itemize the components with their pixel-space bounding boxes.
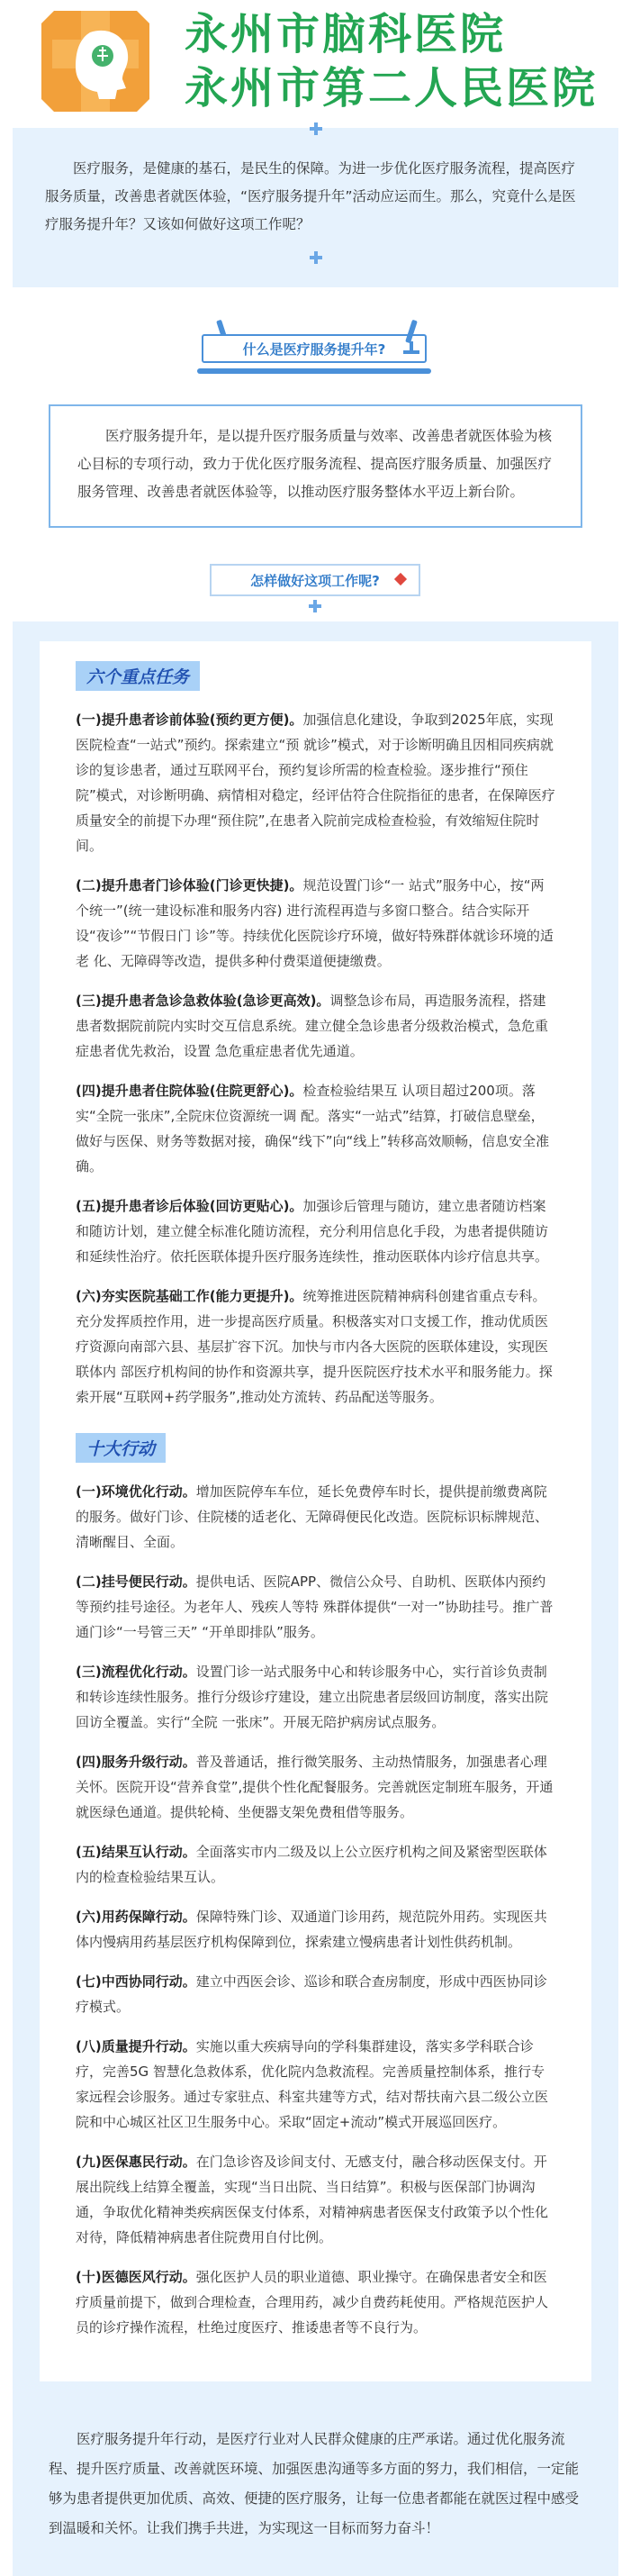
- tasks-item-text: 统筹推进医院精神病科创建省重点专科。充分发挥质控作用，进一步提高医疗质量。积极落实对口支援工作，推动优质医疗资源向南部六县、基层扩容下沉。加快与市内各大医院的医联体建设，实现医联体内 部医疗机构间的协作和资源共享，提升医院医疗技术水平和服务能力。探索开展“互联网+药学服务”,推动处方流转、药品配送等服务。: [76, 1288, 553, 1405]
- tasks-item-title: (二)提升患者门诊体验(门诊更快捷)。: [76, 877, 303, 893]
- actions-item: [76, 2264, 555, 2340]
- tasks-item: [76, 707, 555, 858]
- tasks-list: [76, 707, 555, 1410]
- header: [0, 0, 631, 128]
- section2-title-frame: [210, 564, 420, 596]
- actions-item: [76, 2034, 555, 2135]
- tasks-item-text: 规范设置门诊“一 站式”服务中心，按“两个统一”(统一建设标准和服务内容) 进行流程再造与多窗口整合。结合实际开设“夜诊”“节假日门 诊”等。持续优化医院诊疗环境，做好特殊群体就诊环境的适老 化、无障碍等改造，提供多种付费渠道便捷缴费。: [76, 877, 554, 969]
- actions-item-title: (十)医德医风行动。: [76, 2269, 196, 2285]
- section1-box: [49, 404, 582, 528]
- tasks-heading: 六个重点任务: [76, 661, 200, 691]
- actions-item: [76, 1969, 555, 2019]
- section2-banner: [0, 548, 631, 621]
- actions-item-text: 设置门诊一站式服务中心和转诊服务中心，实行首诊负责制和转诊连续性服务。推行分级诊疗建设，建立出院患者层级回访制度，落实出院回访全覆盖。实行“全院 一张床”。开展无陪护病房试点服务。: [76, 1664, 549, 1730]
- main-panel: [13, 621, 618, 2408]
- hospital-name-secondary: 永州市第二人民医院: [185, 63, 599, 113]
- actions-item-title: (四)服务升级行动。: [76, 1754, 196, 1770]
- actions-item: [76, 1659, 555, 1735]
- closing-panel: [13, 2408, 618, 2576]
- actions-item-title: (一)环境优化行动。: [76, 1483, 196, 1500]
- title-block: [185, 7, 598, 115]
- actions-item: [76, 1479, 555, 1555]
- actions-list: [76, 1479, 555, 2340]
- tasks-item-text: 加强诊后管理与随访，建立患者随访档案和随访计划，建立健全标准化随访流程，充分利用信息化手段，为患者提供随访和延续性治疗。依托医联体提升医疗服务连续性，推动医联体内诊疗信息共享。: [76, 1198, 549, 1265]
- actions-item-text: 提供电话、医院APP、微信公众号、自助机、医联体内预约等预约挂号途径。为老年人、残疾人等特 殊群体提供“一对一”协助挂号。推广普通门诊“一号管三天” “开单即排队”服务。: [76, 1574, 554, 1640]
- actions-heading: 十大行动: [76, 1433, 166, 1463]
- tasks-item-text: 加强信息化建设，争取到2025年底，实现医院检查“一站式”预约。探索建立“预 就诊”模式，对于诊断明确且因相同疾病就诊的复诊患者，通过互联网平台，预约复诊所需的检查检验。逐步推行“预住院”模式，对诊断明确、病情相对稳定，经评估符合住院指征的患者，在保障医疗质量安全的前提下办理“预住院”,在患者入院前完成检查检验，有效缩短住院时间。: [76, 712, 555, 854]
- tasks-item-title: (三)提升患者急诊急救体验(急诊更高效)。: [76, 993, 330, 1009]
- tasks-item-title: (五)提升患者诊后体验(回访更贴心)。: [76, 1198, 303, 1214]
- plus-icon: [310, 122, 322, 135]
- section1-banner: [13, 300, 618, 399]
- actions-item-title: (八)质量提升行动。: [76, 2038, 196, 2054]
- tasks-item: [76, 873, 555, 974]
- actions-item-text: 实施以重大疾病导向的学科集群建设，落实多学科联合诊疗，完善5G 智慧化急救体系，优化院内急救流程。完善质量控制体系，推行专家远程会诊服务。通过专家驻点、科室共建等方式，结对帮扶南六县二级公立医院和中心城区社区卫生服务中心。采取“固定+流动”模式开展巡回医疗。: [76, 2038, 549, 2130]
- closing-paragraph: 医疗服务提升年行动，是医疗行业对人民群众健康的庄严承诺。通过优化服务流程、提升医疗质量、改善就医环境、加强医患沟通等多方面的努力，我们相信，一定能够为患者提供更加优质、高效、便捷的医疗服务，让每一位患者都能在就医过程中感受到温暖和关怀。让我们携手共进，为实现这一目标而努力奋斗！: [49, 2431, 580, 2536]
- tasks-item-title: (四)提升患者住院体验(住院更舒心)。: [76, 1083, 303, 1099]
- actions-item-text: 强化医护人员的职业道德、职业操守。在确保患者安全和医疗质量前提下，做到合理检查，合理用药，减少自费药耗使用。严格规范医护人员的诊疗操作流程，杜绝过度医疗、推诿患者等不良行为。: [76, 2269, 549, 2336]
- actions-item-title: (二)挂号便民行动。: [76, 1574, 196, 1590]
- plus-icon: [310, 251, 322, 264]
- intro-panel: [13, 128, 618, 287]
- tasks-item-title: (六)夯实医院基础工作(能力更提升)。: [76, 1288, 303, 1304]
- tasks-item: [76, 988, 555, 1064]
- section1-title: 什么是医疗服务提升年?: [242, 341, 386, 358]
- actions-item: [76, 1749, 555, 1825]
- actions-item: [76, 1839, 555, 1890]
- actions-item: [76, 1569, 555, 1645]
- tasks-item: [76, 1078, 555, 1179]
- tasks-item: [76, 1193, 555, 1269]
- actions-item-title: (九)医保惠民行动。: [76, 2154, 196, 2170]
- actions-item-title: (三)流程优化行动。: [76, 1664, 196, 1680]
- tasks-item-title: (一)提升患者诊前体验(预约更方便)。: [76, 712, 303, 728]
- actions-item-title: (五)结果互认行动。: [76, 1844, 196, 1860]
- intro-paragraph: 医疗服务，是健康的基石，是民生的保障。为进一步优化医疗服务流程，提高医疗服务质量，改善患者就医体验，“医疗服务提升年”活动应运而生。那么，究竟什么是医疗服务提升年？又该如何做好这项工作呢？: [45, 160, 576, 232]
- section1-title-frame: [202, 334, 427, 363]
- actions-item-text: 全面落实市内二级及以上公立医疗机构之间及紧密型医联体内的检查检验结果互认。: [76, 1844, 547, 1885]
- actions-item: [76, 1904, 555, 1955]
- banner-base-bar: [197, 368, 431, 374]
- main-card: [40, 641, 591, 2381]
- actions-item: [76, 2149, 555, 2250]
- section1-paragraph: 医疗服务提升年，是以提升医疗服务质量与效率、改善患者就医体验为核心目标的专项行动，致力于优化医疗服务流程、提高医疗服务质量、加强医疗服务管理、改善患者就医体验等，以推动医疗服务整体水平迈上新台阶。: [77, 428, 553, 500]
- tasks-item-text: 检查检验结果互 认项目超过200项。落实“全院一张床”,全院床位资源统一调 配。落实“一站式”结算，打破信息壁垒，做好与医保、财务等数据对接，确保“线下”向“线上”转移高效顺畅，信息安全准确。: [76, 1083, 550, 1175]
- hospital-logo-head-icon: [36, 5, 155, 117]
- tasks-item: [76, 1283, 555, 1410]
- actions-item-text: 普及普通话，推行微笑服务、主动热情服务，加强患者心理关怀。医院开设“营养食堂”,提供个性化配餐服务。完善就医定制班车服务，开通就医绿色通道。提供轮椅、坐便器支架免费租借等服务。: [76, 1754, 554, 1820]
- actions-item-title: (六)用药保障行动。: [76, 1909, 196, 1925]
- section2-title: 怎样做好这项工作呢?: [250, 573, 380, 589]
- plus-icon: [309, 600, 321, 612]
- hospital-name-primary: 永州市脑科医院: [185, 9, 507, 59]
- tasks-item-text: 调整急诊布局，再造服务流程，搭建患者数据院前院内实时交互信息系统。建立健全急诊患者分级救治模式，急危重症患者优先救治，设置 急危重症患者优先通道。: [76, 993, 549, 1059]
- microscope-icon: [401, 318, 421, 359]
- actions-item-title: (七)中西协同行动。: [76, 1973, 196, 1990]
- actions-item-text: 建立中西医会诊、巡诊和联合查房制度，形成中西医协同诊疗模式。: [76, 1973, 547, 2015]
- actions-item-text: 增加医院停车车位，延长免费停车时长，提供提前缴费离院的服务。做好门诊、住院楼的适老化、无障碍便民化改造。医院标识标牌规范、清晰醒目、全面。: [76, 1483, 549, 1550]
- actions-item-text: 在门急诊咨及诊间支付、无感支付，融合移动医保支付。开展出院线上结算全覆盖，实现“当日出院、当日结算”。积极与医保部门协调沟通，争取优化精神类疾病医保支付体系，对精神病患者医保支付政策予以个性化对待，降低精神病患者住院费用自付比例。: [76, 2154, 549, 2245]
- actions-item-text: 保障特殊门诊、双通道门诊用药，规范院外用药。实现医共体内慢病用药基层医疗机构保障到位，探索建立慢病患者计划性供药机制。: [76, 1909, 547, 1950]
